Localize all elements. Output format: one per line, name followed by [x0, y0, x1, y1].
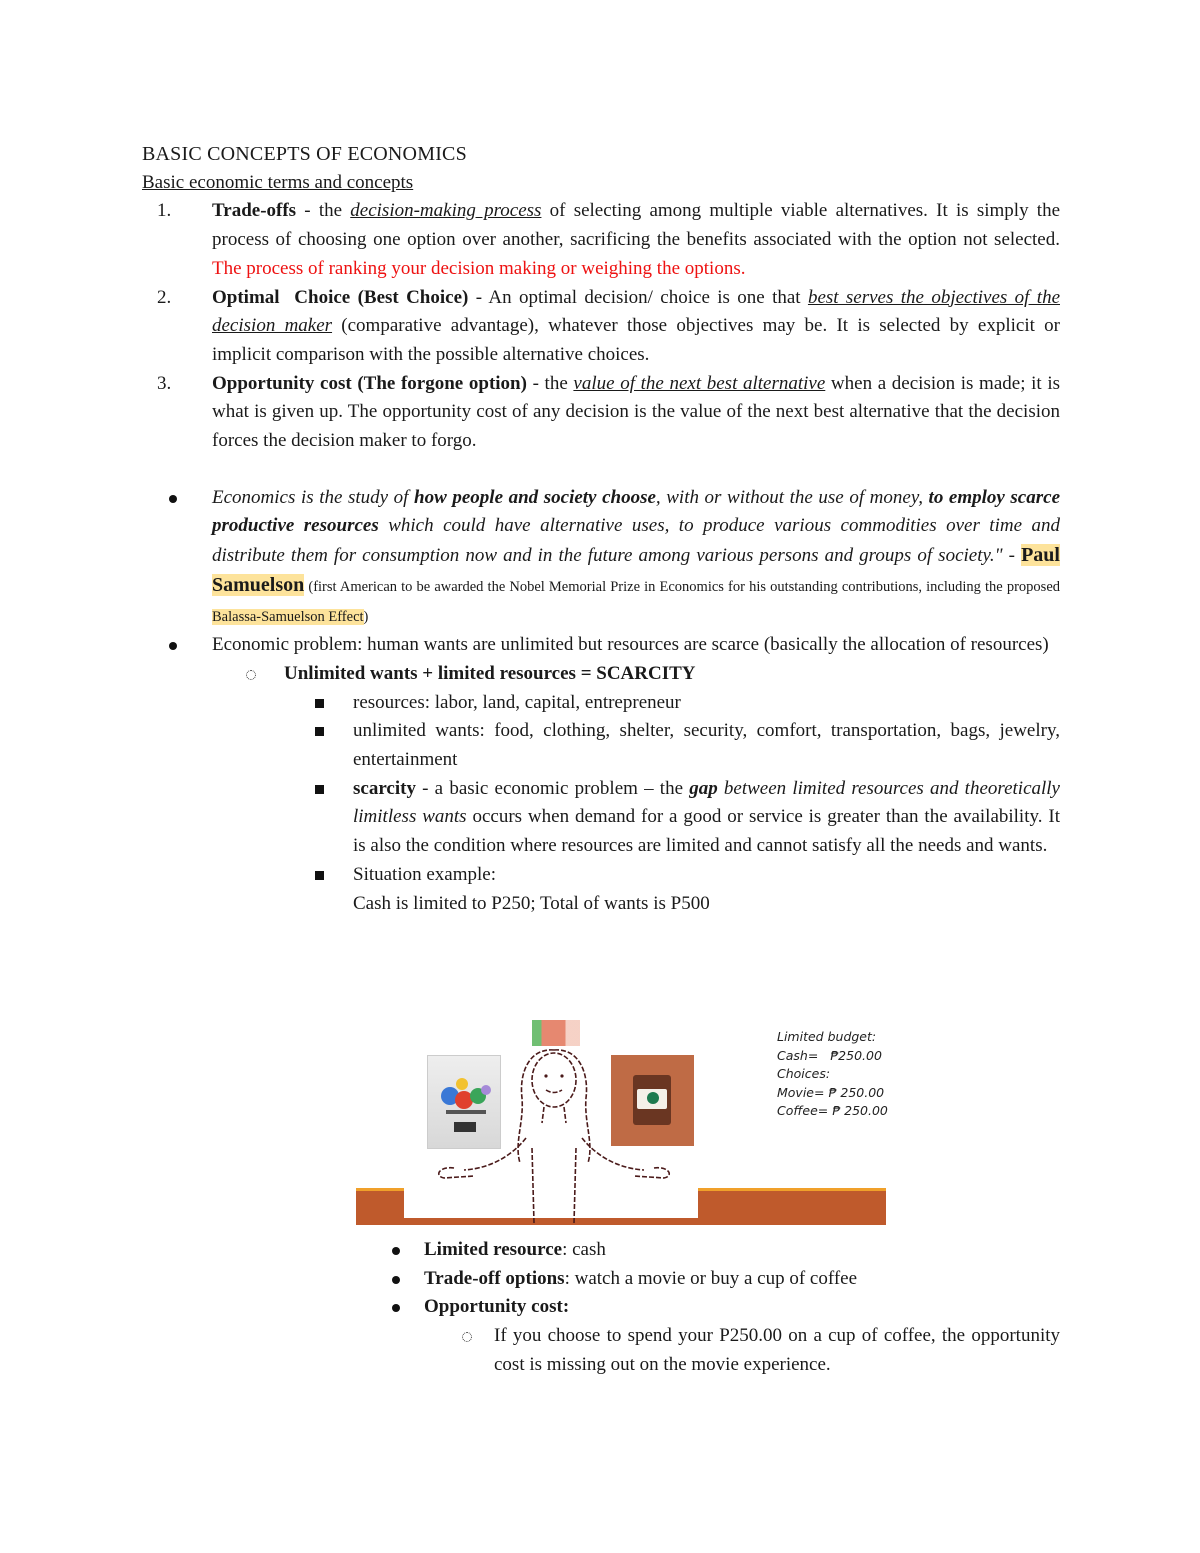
tradeoff-illustration [354, 1018, 888, 1230]
coffee-logo-icon [647, 1092, 659, 1104]
square-bullet-wants [142, 717, 1060, 774]
emphasis: between limited resources and theoretically limitless wants [353, 777, 1060, 828]
gap-word: gap [689, 777, 718, 799]
square-bullet-situation [142, 861, 1060, 918]
text: : watch a movie or buy a cup of coffee [564, 1267, 858, 1289]
text: - a basic economic problem – the [415, 777, 690, 799]
emphasis: value of the next best alternative [573, 372, 826, 394]
quote-bold: to employ scarce productive resources [212, 486, 1060, 537]
text: resources: labor, land, capital, entrepreneur [353, 691, 681, 713]
text: of selecting among multiple viable alternatives. It is simply the process of choosing one option over another, sacrificing the benefits associated with the option not selected. [212, 200, 1060, 251]
term: Limited resource [424, 1239, 563, 1260]
bullet-limited-resource [354, 1236, 1060, 1265]
coffee-image [611, 1055, 694, 1146]
item-number: 1. [157, 200, 172, 222]
budget-box [777, 1028, 888, 1121]
term: Opportunity cost (The forgone option) [212, 372, 527, 394]
bullet-icon [392, 1276, 400, 1284]
author-note: (first American to be awarded the Nobel Memorial Prize in Economics for his outstanding contributions, including the proposed [304, 578, 1060, 595]
square-bullet-resources [142, 689, 1060, 718]
bullet-trade-off-options [354, 1265, 1060, 1294]
situation-text: Cash is limited to P250; Total of wants is P500 [353, 892, 710, 914]
author-note-end: ) [363, 608, 369, 625]
square-bullet-icon [315, 727, 324, 736]
bullet-icon [169, 495, 177, 503]
bullet-opportunity-cost [354, 1293, 1060, 1322]
document-body [142, 140, 1060, 918]
bullet-samuelson-quote [142, 484, 1060, 632]
bullet-icon [392, 1304, 400, 1312]
sub-bullet-scarcity-equation [142, 660, 1060, 689]
effect-name: Balassa-Samuelson Effect [212, 608, 364, 625]
situation-label: Situation example: [353, 863, 497, 885]
quote-bold: how people and society choose [414, 486, 656, 508]
budget-line: Limited budget: [777, 1029, 877, 1044]
term: Trade-off options [424, 1267, 565, 1289]
quote-text: which could have alternative uses, to produce various commodities over time and distribute them for consumption now and in the future among various persons and groups of society." - [212, 515, 1060, 567]
term: scarcity [353, 777, 416, 799]
numbered-item-optimal-choice [142, 284, 1060, 370]
emphasis: decision-making process [350, 200, 542, 222]
text: unlimited wants: food, clothing, shelter, security, comfort, transportation, bags, jewelry, entertainment [353, 720, 1060, 771]
text: Economic problem: human wants are unlimited but resources are scarce (basically the allocation of resources) [212, 634, 1049, 656]
text: occurs when demand for a good or service is greater than the availability. It is also the condition where resources are limited and cannot satisfy all the needs and wants. [353, 806, 1060, 857]
author-name: Paul Samuelson [212, 544, 1060, 596]
term: Optimal Choice (Best Choice) [212, 286, 469, 308]
quote-text: Economics is the study of [212, 486, 415, 508]
term: Trade-offs [212, 200, 297, 222]
numbered-item-opportunity-cost [142, 370, 1060, 456]
budget-line: Movie= ₱ 250.00 [777, 1084, 885, 1100]
emphasis: best serves the objectives of the decision maker [212, 286, 1060, 337]
item-number: 2. [157, 286, 172, 308]
text: - the [526, 372, 574, 394]
bullet-economic-problem [142, 631, 1060, 660]
example-list [354, 1236, 1060, 1380]
budget-line: Choices: [777, 1066, 831, 1081]
scarcity-equation: Unlimited wants + limited resources = SCARCITY [284, 662, 696, 684]
budget-line: Cash= ₱250.00 [777, 1047, 882, 1063]
term: Opportunity cost: [424, 1296, 570, 1318]
text: : cash [562, 1239, 606, 1260]
accent-bar-right [698, 1191, 886, 1223]
bullet-icon [169, 642, 177, 650]
text: - An optimal decision/ choice is one that [468, 286, 808, 308]
square-bullet-icon [315, 699, 324, 708]
sub-bullet-opportunity-example [354, 1322, 1060, 1379]
bullet-icon [392, 1247, 400, 1255]
text: If you choose to spend your P250.00 on a cup of coffee, the opportunity cost is missing out on the movie experience. [494, 1325, 1060, 1375]
square-bullet-icon [315, 871, 324, 880]
numbered-item-trade-offs [142, 197, 1060, 283]
coffee-cup-icon [633, 1075, 671, 1125]
text: (comparative advantage), whatever those objectives may be. It is selected by explicit or implicit comparison with the possible alternative choices. [212, 315, 1060, 365]
red-note: The process of ranking your decision making or weighing the options. [212, 257, 746, 279]
text: - the [296, 200, 351, 222]
item-number: 3. [157, 372, 172, 394]
budget-line: Coffee= ₱ 250.00 [777, 1103, 888, 1118]
quote-text: , with or without the use of money, [655, 486, 929, 508]
hollow-bullet-icon [462, 1332, 472, 1342]
text: when a decision is made; it is what is given up. The opportunity cost of any decision is the value of the next best alternative that the decision forces the decision maker to forgo. [212, 372, 1060, 452]
square-bullet-scarcity [142, 775, 1060, 861]
hollow-bullet-icon [246, 670, 256, 680]
page-title: BASIC CONCEPTS OF ECONOMICS [142, 143, 467, 165]
square-bullet-icon [315, 785, 324, 794]
section-subtitle: Basic economic terms and concepts [142, 171, 414, 193]
